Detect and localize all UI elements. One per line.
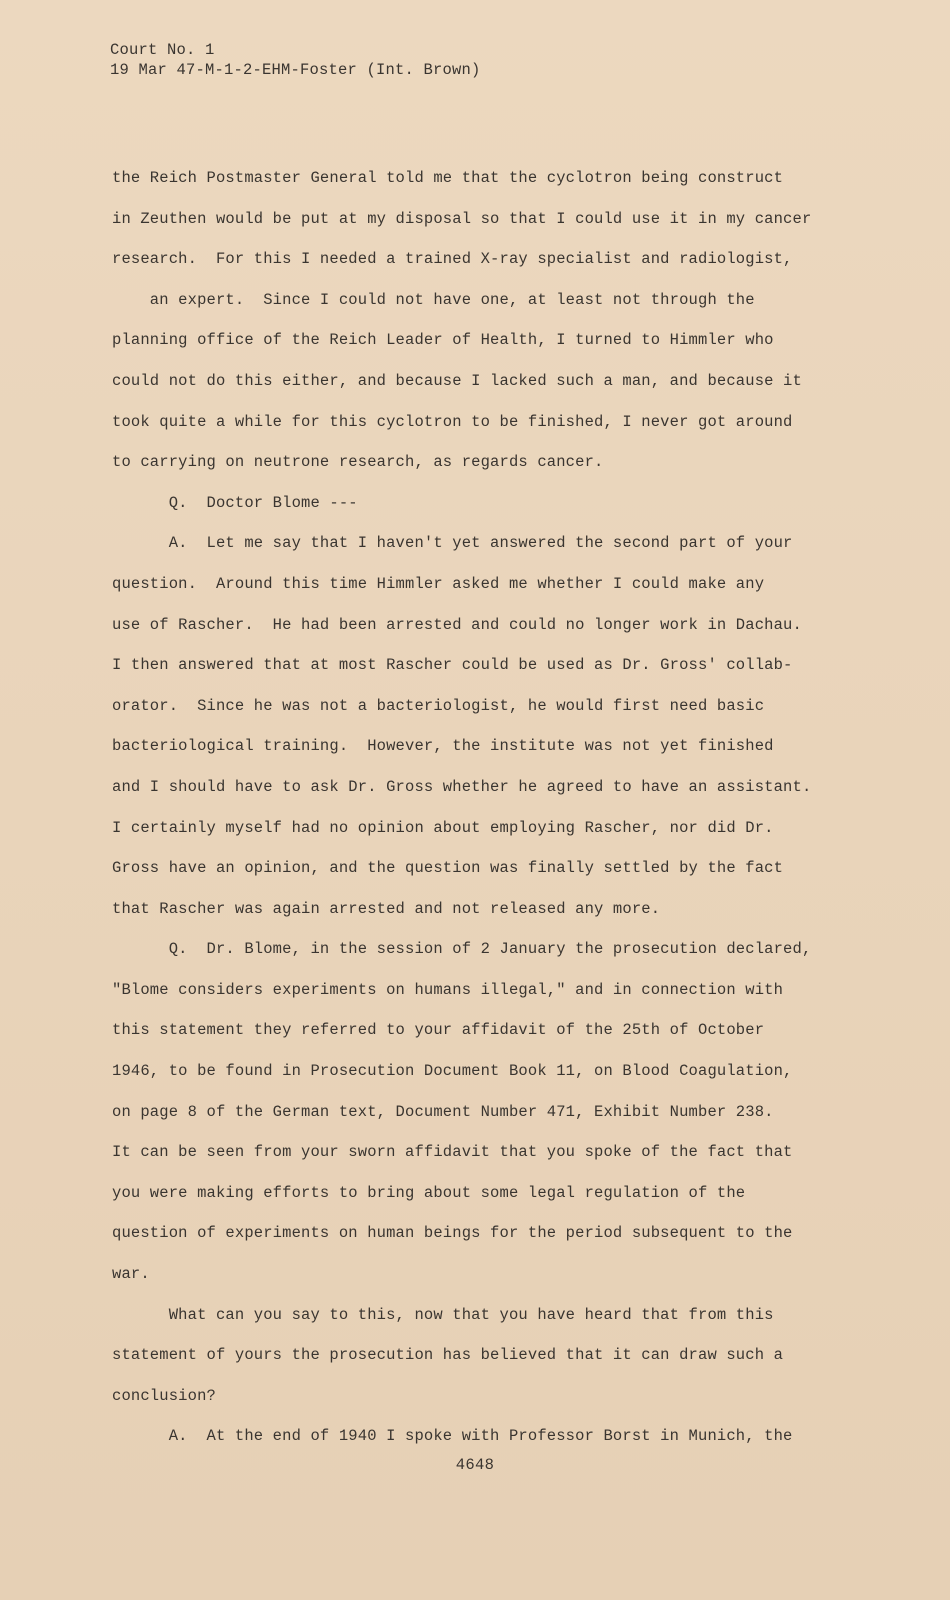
transcript-line: you were making efforts to bring about some legal regulation of the	[112, 1183, 746, 1202]
transcript-line: A. At the end of 1940 I spoke with Professor Borst in Munich, the	[112, 1427, 793, 1446]
transcript-line: Q. Doctor Blome ---	[112, 493, 358, 512]
transcript-line: I then answered that at most Rascher could be used as Dr. Gross' collab-	[112, 656, 793, 675]
transcript-line: war.	[112, 1265, 150, 1284]
transcript-line: 1946, to be found in Prosecution Document Book 11, on Blood Coagulation,	[112, 1062, 793, 1081]
transcript-body	[112, 158, 857, 1457]
transcript-line: bacteriological training. However, the institute was not yet finished	[112, 737, 774, 756]
transcript-line: It can be seen from your sworn affidavit that you spoke of the fact that	[112, 1143, 793, 1162]
transcript-line: "Blome considers experiments on humans illegal," and in connection with	[112, 980, 784, 999]
transcript-line: question. Around this time Himmler asked me whether I could make any	[112, 574, 765, 593]
transcript-line: in Zeuthen would be put at my disposal so that I could use it in my cancer	[112, 209, 812, 228]
transcript-line: on page 8 of the German text, Document Number 471, Exhibit Number 238.	[112, 1102, 774, 1121]
transcript-line: research. For this I needed a trained X-ray specialist and radiologist,	[112, 250, 793, 269]
transcript-line: A. Let me say that I haven't yet answered the second part of your	[112, 534, 793, 553]
transcript-line: question of experiments on human beings for the period subsequent to the	[112, 1224, 793, 1243]
transcript-line: planning office of the Reich Leader of Health, I turned to Himmler who	[112, 331, 774, 350]
transcript-line: took quite a while for this cyclotron to be finished, I never got around	[112, 412, 793, 431]
session-reference: 19 Mar 47-M-1-2-EHM-Foster (Int. Brown)	[110, 61, 481, 79]
transcript-line: that Rascher was again arrested and not released any more.	[112, 899, 661, 918]
page-number: 4648	[455, 1456, 495, 1474]
transcript-line: and I should have to ask Dr. Gross whether he agreed to have an assistant.	[112, 777, 812, 796]
transcript-line: use of Rascher. He had been arrested and could no longer work in Dachau.	[112, 615, 802, 634]
transcript-line: I certainly myself had no opinion about employing Rascher, nor did Dr.	[112, 818, 774, 837]
transcript-line: to carrying on neutrone research, as regards cancer.	[112, 453, 604, 472]
transcript-line: the Reich Postmaster General told me that the cyclotron being construct	[112, 169, 784, 187]
document-header	[110, 40, 481, 80]
transcript-line: Q. Dr. Blome, in the session of 2 January the prosecution declared,	[112, 940, 812, 959]
transcript-line: statement of yours the prosecution has believed that it can draw such a	[112, 1346, 784, 1365]
transcript-line: conclusion?	[112, 1386, 216, 1405]
transcript-line: Gross have an opinion, and the question was finally settled by the fact	[112, 859, 784, 878]
transcript-line: this statement they referred to your affidavit of the 25th of October	[112, 1021, 765, 1040]
transcript-line: an expert. Since I could not have one, at least not through the	[112, 290, 755, 309]
transcript-line: could not do this either, and because I lacked such a man, and because it	[112, 371, 802, 390]
transcript-line: orator. Since he was not a bacteriologist, he would first need basic	[112, 696, 765, 715]
transcript-line: What can you say to this, now that you have heard that from this	[112, 1305, 774, 1324]
court-number: Court No. 1	[110, 41, 215, 59]
